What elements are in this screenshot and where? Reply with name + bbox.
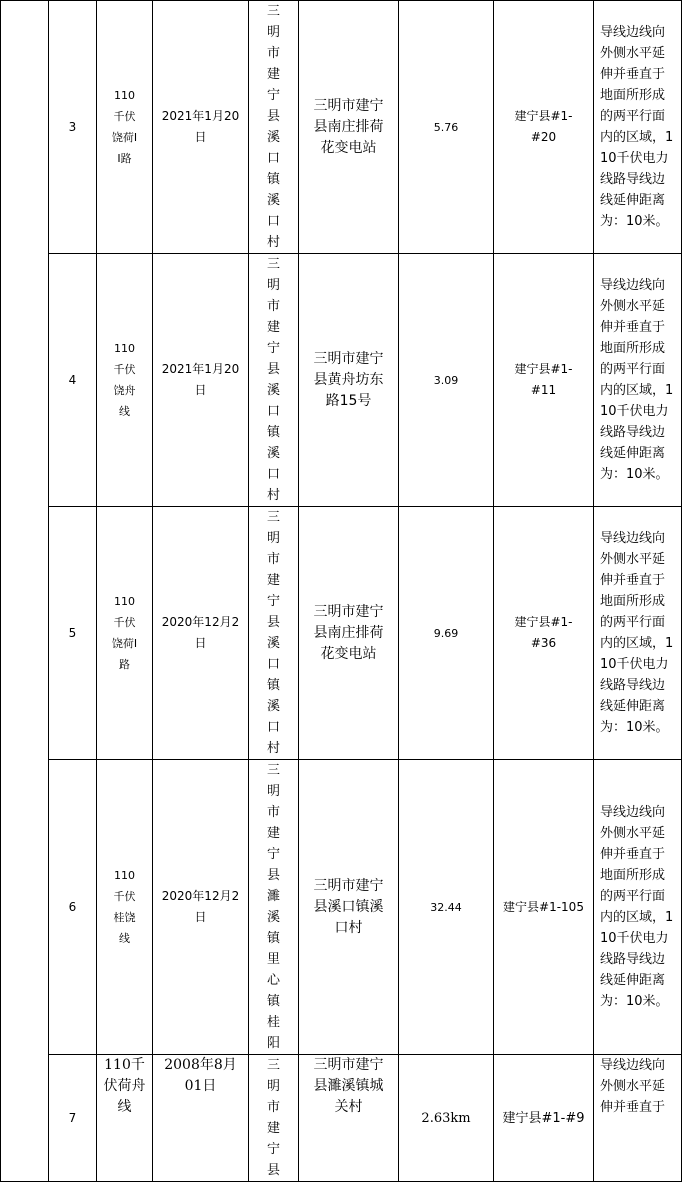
line-location: 三明市建宁县濉溪镇里心镇桂阳 (249, 760, 299, 1055)
line-length: 32.44 (399, 760, 494, 1055)
row-number: 4 (49, 254, 97, 507)
row-number: 7 (49, 1055, 97, 1182)
table-row (1, 1, 682, 254)
protection-zone-description: 导线边线向外侧水平延伸并垂直于地面所形成的两平行面内的区域，110千伏电力线路导线边线延伸距离为：10米。 (594, 760, 682, 1055)
line-length: 9.69 (399, 507, 494, 760)
commission-date: 2008年8月01日 (153, 1055, 249, 1182)
line-length: 3.09 (399, 254, 494, 507)
table-row (1, 507, 682, 760)
commission-date: 2020年12月2日 (153, 507, 249, 760)
line-location: 三明市建宁县溪口镇溪口村 (249, 507, 299, 760)
line-location: 三明市建宁县 (249, 1055, 299, 1182)
line-location: 三明市建宁县溪口镇溪口村 (249, 254, 299, 507)
protection-zone-description: 导线边线向外侧水平延伸并垂直于 (594, 1055, 682, 1182)
substation-address: 三明市建宁县南庄排荷花变电站 (299, 1, 399, 254)
row-number: 6 (49, 760, 97, 1055)
protection-zone-description: 导线边线向外侧水平延伸并垂直于地面所形成的两平行面内的区域，110千伏电力线路导线边线延伸距离为：10米。 (594, 507, 682, 760)
tower-range: 建宁县#1-105 (494, 760, 594, 1055)
row-number: 5 (49, 507, 97, 760)
line-name: 110千伏饶荷I路 (97, 507, 153, 760)
line-length: 5.76 (399, 1, 494, 254)
table-row (1, 1055, 682, 1182)
blank-column-cell (1, 1, 49, 1182)
commission-date: 2020年12月2日 (153, 760, 249, 1055)
substation-address: 三明市建宁县濉溪镇城关村 (299, 1055, 399, 1182)
commission-date: 2021年1月20日 (153, 1, 249, 254)
tower-range: 建宁县#1-#9 (494, 1055, 594, 1182)
row-number: 3 (49, 1, 97, 254)
substation-address: 三明市建宁县溪口镇溪口村 (299, 760, 399, 1055)
tower-range: 建宁县#1-#11 (494, 254, 594, 507)
protection-zone-description: 导线边线向外侧水平延伸并垂直于地面所形成的两平行面内的区域，110千伏电力线路导线边线延伸距离为：10米。 (594, 254, 682, 507)
line-length: 2.63km (399, 1055, 494, 1182)
substation-address: 三明市建宁县南庄排荷花变电站 (299, 507, 399, 760)
substation-address: 三明市建宁县黄舟坊东路15号 (299, 254, 399, 507)
line-name: 110千伏桂饶线 (97, 760, 153, 1055)
line-name: 110千伏饶舟线 (97, 254, 153, 507)
tower-range: 建宁县#1-#20 (494, 1, 594, 254)
table-row (1, 254, 682, 507)
tower-range: 建宁县#1-#36 (494, 507, 594, 760)
table-row (1, 760, 682, 1055)
line-name: 110千伏饶荷II路 (97, 1, 153, 254)
commission-date: 2021年1月20日 (153, 254, 249, 507)
line-location: 三明市建宁县溪口镇溪口村 (249, 1, 299, 254)
protection-zone-description: 导线边线向外侧水平延伸并垂直于地面所形成的两平行面内的区域，110千伏电力线路导线边线延伸距离为：10米。 (594, 1, 682, 254)
line-name: 110千伏荷舟线 (97, 1055, 153, 1182)
